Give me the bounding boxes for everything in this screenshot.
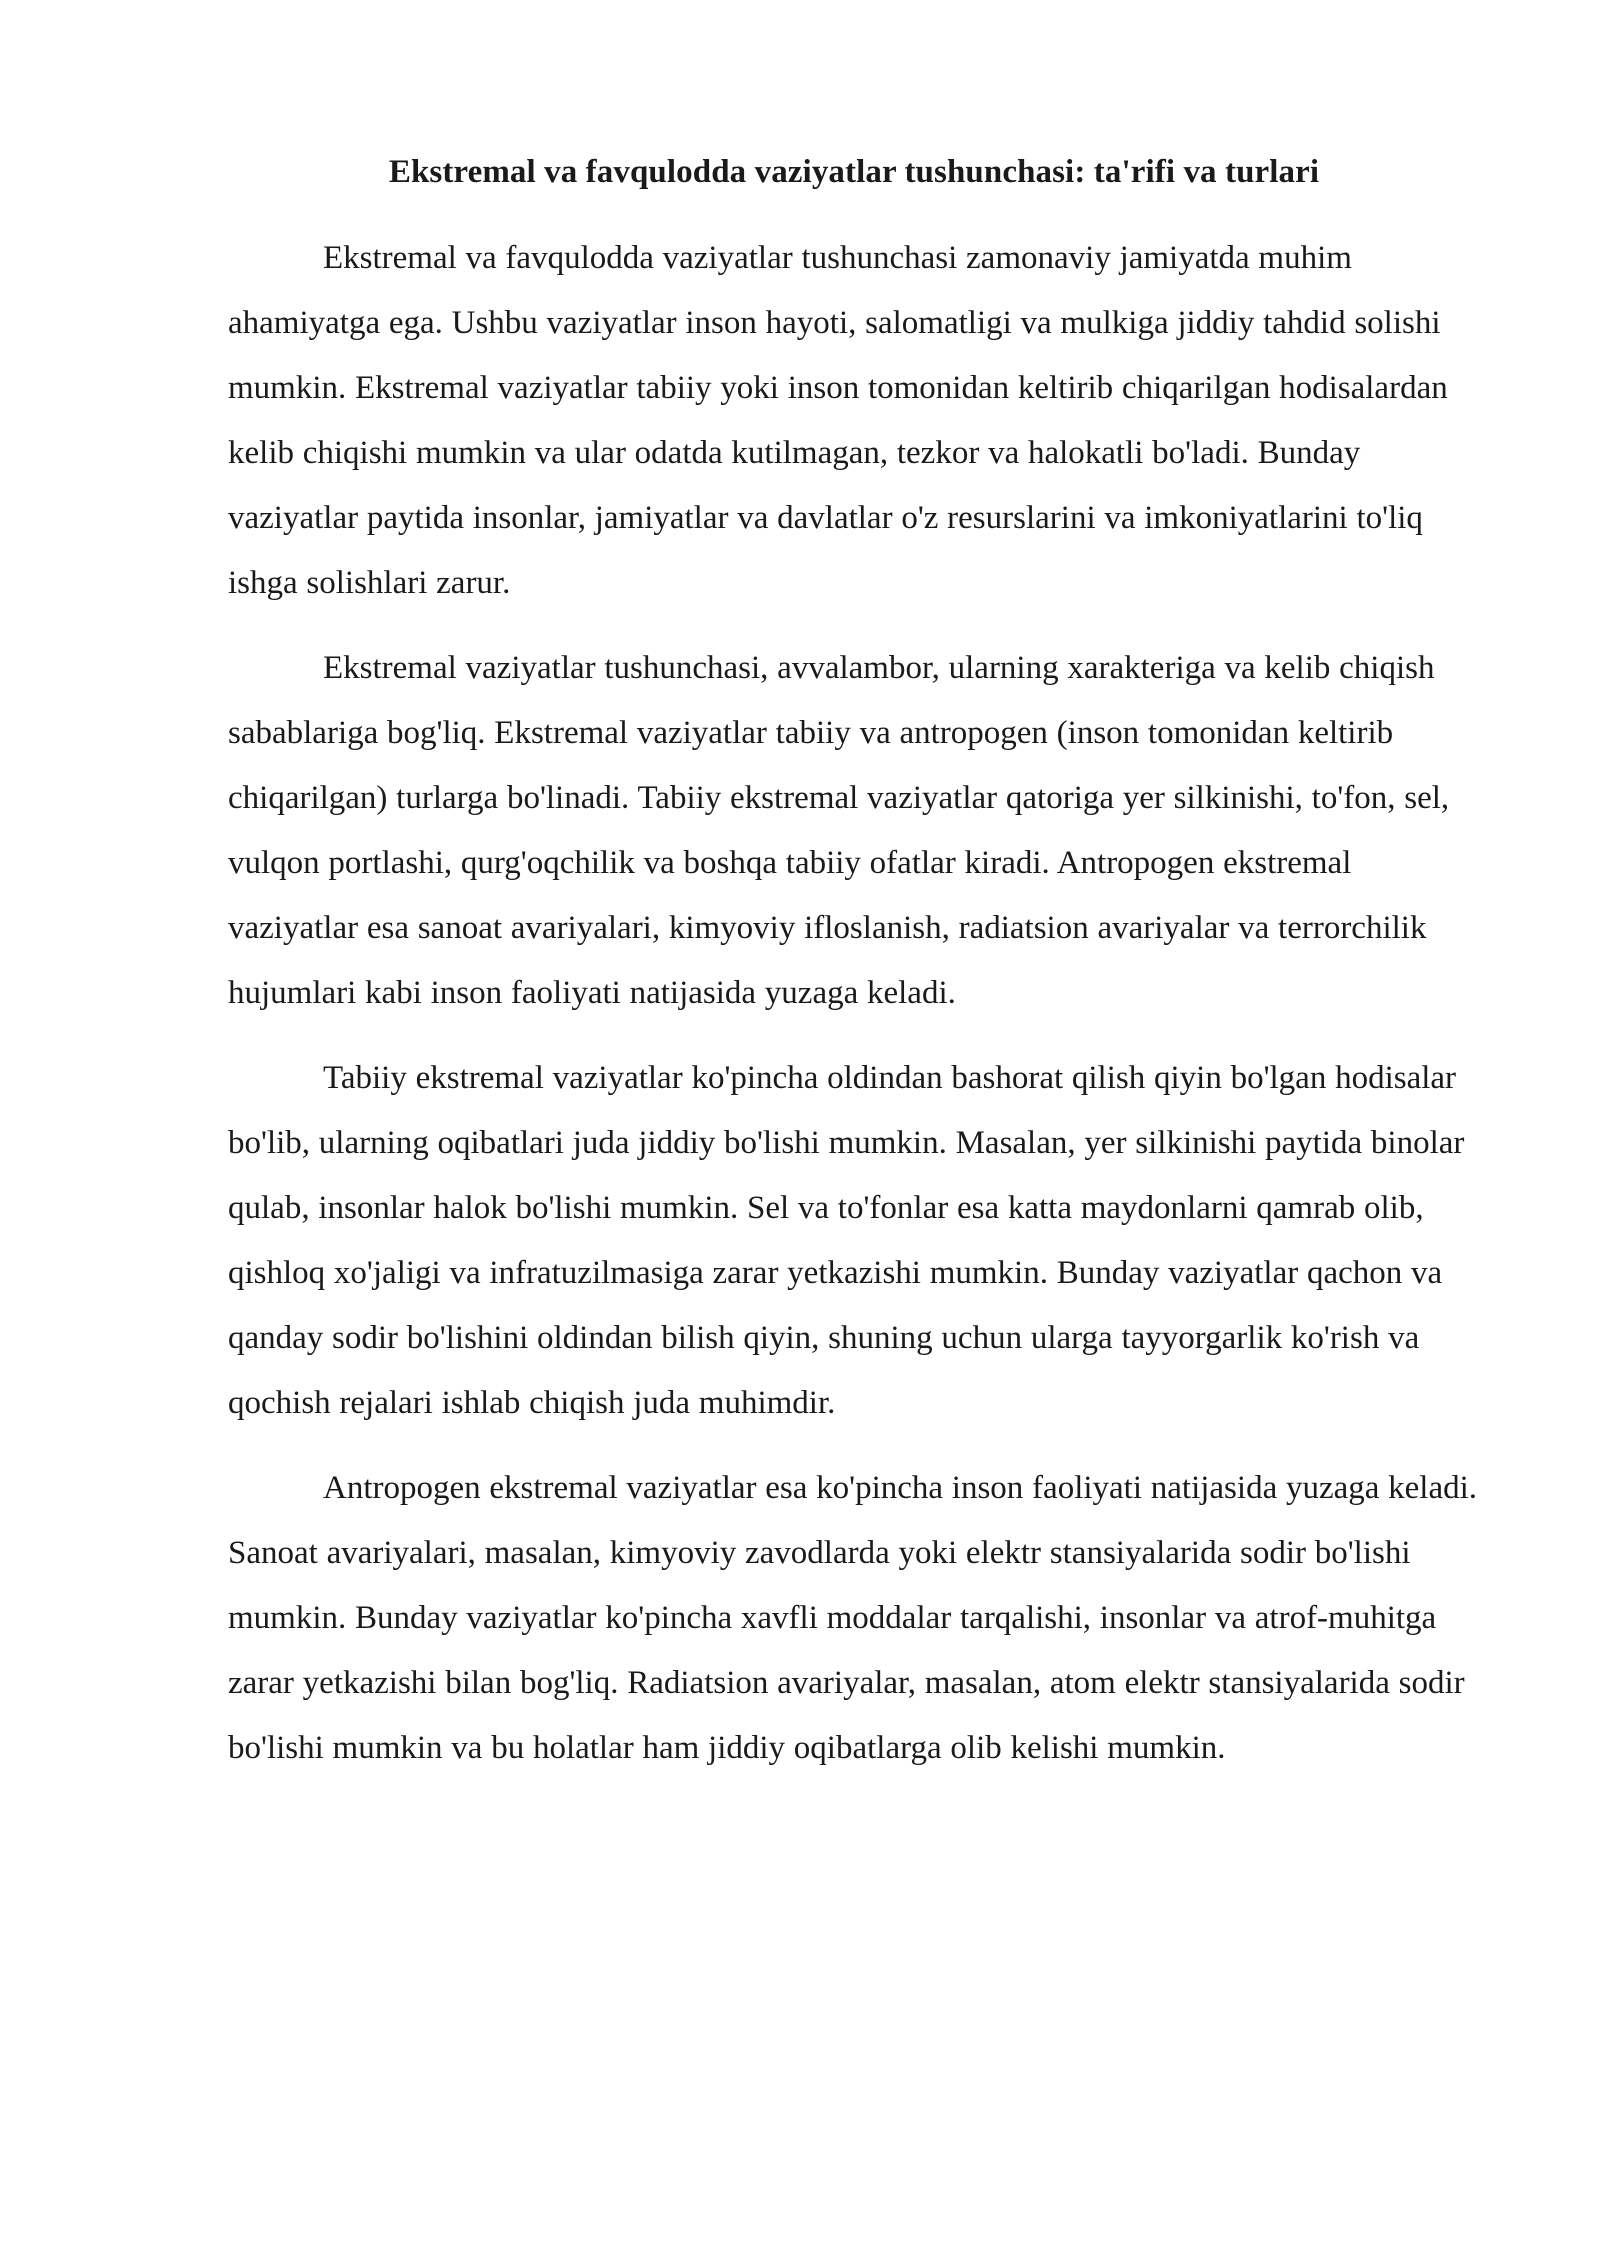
paragraph-4: Antropogen ekstremal vaziyatlar esa ko'pincha inson faoliyati natijasida yuzaga keladi. Sanoat avariyalari, masalan, kimyoviy zavodlarda yoki elektr stansiyalarida sodir bo'lishi mumkin. Bunday vaziyatlar ko'pincha xavfli moddalar tarqalishi, insonlar va atrof-muhitga zarar yetkazishi bilan bog'liq. Radiatsion avariyalar, masalan, atom elektr stansiyalarida sodir bo'lishi mumkin va bu holatlar ham jiddiy oqibatlarga olib kelishi mumkin. [228, 1470, 1478, 1766]
paragraph-1: Ekstremal va favqulodda vaziyatlar tushunchasi zamonaviy jamiyatda muhim ahamiyatga ega. Ushbu vaziyatlar inson hayoti, salomatligi va mulkiga jiddiy tahdid solishi mumkin. Ekstremal vaziyatlar tabiiy yoki inson tomonidan keltirib chiqarilgan hodisalardan kelib chiqishi mumkin va ular odatda kutilmagan, tezkor va halokatli bo'ladi. Bunday vaziyatlar paytida insonlar, jamiyatlar va davlatlar o'z resurslarini va imkoniyatlarini to'liq ishga solishlari zarur. [228, 240, 1448, 601]
paragraph-3: Tabiiy ekstremal vaziyatlar ko'pincha oldindan bashorat qilish qiyin bo'lgan hodisalar bo'lib, ularning oqibatlari juda jiddiy bo'lishi mumkin. Masalan, yer silkinishi paytida binolar qulab, insonlar halok bo'lishi mumkin. Sel va to'fonlar esa katta maydonlarni qamrab olib, qishloq xo'jaligi va infratuzilmasiga zarar yetkazishi mumkin. Bunday vaziyatlar qachon va qanday sodir bo'lishini oldindan bilish qiyin, shuning uchun ularga tayyorgarlik ko'rish va qochish rejalari ishlab chiqish juda muhimdir. [228, 1060, 1465, 1421]
paragraph-2: Ekstremal vaziyatlar tushunchasi, avvalambor, ularning xarakteriga va kelib chiqish sabablariga bog'liq. Ekstremal vaziyatlar tabiiy va antropogen (inson tomonidan keltirib chiqarilgan) turlarga bo'linadi. Tabiiy ekstremal vaziyatlar qatoriga yer silkinishi, to'fon, sel, vulqon portlashi, qurg'oqchilik va boshqa tabiiy ofatlar kiradi. Antropogen ekstremal vaziyatlar esa sanoat avariyalari, kimyoviy ifloslanish, radiatsion avariyalar va terrorchilik hujumlari kabi inson faoliyati natijasida yuzaga keladi. [228, 650, 1450, 1011]
document-page [228, 150, 1480, 1801]
document-title: Ekstremal va favqulodda vaziyatlar tushunchasi: ta'rifi va turlari [388, 154, 1320, 190]
